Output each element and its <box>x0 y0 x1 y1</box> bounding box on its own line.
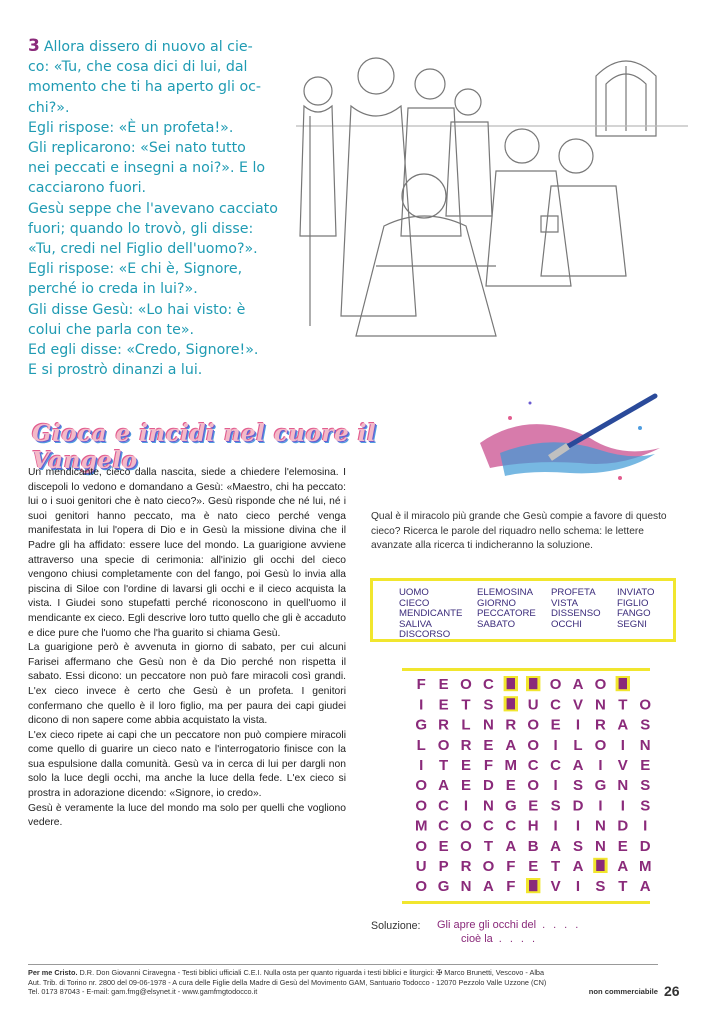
solution-blanks: .... <box>498 933 544 945</box>
grid-letter: T <box>439 757 449 774</box>
word-column <box>551 588 601 630</box>
grid-letter: F <box>506 858 516 875</box>
word-column <box>617 588 655 630</box>
grid-letter: E <box>550 716 561 734</box>
word-item: FIGLIO <box>617 597 649 609</box>
grid-letter: A <box>572 858 584 875</box>
puzzle-question: Qual è il miracolo più grande che Gesù compie a favore di questo cieco? Ricerca le parole del riquadro nello schema: le lettere avanzate alla ricerca ti indicheranno la soluzione. <box>371 511 667 552</box>
gospel-passage <box>28 36 290 380</box>
grid-letter: G <box>415 716 428 734</box>
footer-line: D.R. Don Giovanni Ciravegna - Testi biblici ufficiali C.E.I. Nulla osta per quanto riguarda i testi biblici e liturgici: ✠ Marco Brunetti, Vescovo - Alba <box>77 968 545 977</box>
grid-letter: C <box>438 817 450 835</box>
grid-letter: O <box>460 837 472 855</box>
grid-letter: A <box>438 777 450 795</box>
word-item: DISSENSO <box>551 608 601 620</box>
grid-letter: B <box>527 837 539 855</box>
grid-letter: E <box>483 736 494 754</box>
footer-credits <box>28 964 658 997</box>
grid-letter: O <box>527 716 540 734</box>
footer-line: Tel. 0173 87043 - E-mail: gam.fmg@elsynet.it - www.gamfmgtodocco.it <box>28 987 258 997</box>
grid-letter: A <box>572 676 584 694</box>
grid-letter: L <box>573 736 583 754</box>
grid-letter: E <box>617 837 628 855</box>
grid-letter: N <box>482 716 494 734</box>
commentary-paragraph: L'ex cieco ripete ai capi che un peccatore non può compiere miracoli come quello di guarire un cieco nato e l'interrogatorio finisce con la sua espulsione dalla comunità. Gesù va in cerca di lui per dargli non solo la luce degli occhi, ma anche la luce della fede. L'ex cieco si prostra in adorazione dicendo: «Signore, io credo». <box>28 729 346 800</box>
grid-letter: L <box>416 736 426 754</box>
grid-letter: S <box>483 696 494 714</box>
commentary-paragraph: Gesù è veramente la luce del mondo ma solo per quelli che vogliono vedere. <box>28 802 346 829</box>
blank-letter <box>507 678 515 689</box>
gospel-line: fuori; quando lo trovò, gli disse: <box>28 220 254 237</box>
word-item: FANGO <box>617 608 651 620</box>
word-search-letters <box>402 671 650 895</box>
coloring-illustration <box>296 36 688 342</box>
grid-letter: D <box>482 777 494 795</box>
non-commercial-note: non commerciabile <box>588 987 658 996</box>
word-item: SABATO <box>477 618 516 630</box>
passage-number: 3 <box>28 36 40 56</box>
grid-letter: V <box>550 878 561 896</box>
grid-letter: S <box>595 878 606 896</box>
grid-letter: I <box>553 736 558 754</box>
solution-text <box>437 918 586 946</box>
grid-letter: E <box>438 676 449 694</box>
word-item: PECCATORE <box>477 608 536 620</box>
grid-letter: I <box>419 696 424 714</box>
grid-letter: E <box>505 777 516 795</box>
grid-letter: S <box>640 797 651 815</box>
grid-letter: R <box>460 858 472 875</box>
word-item: GIORNO <box>477 597 516 609</box>
grid-letter: C <box>482 676 494 694</box>
grid-letter: O <box>527 777 540 795</box>
grid-letter: N <box>617 777 629 795</box>
grid-letter: F <box>483 757 493 774</box>
grid-letter: S <box>640 716 651 734</box>
gospel-line: colui che parla con te». <box>28 321 195 338</box>
grid-letter: C <box>527 757 539 774</box>
gospel-line: Gli disse Gesù: «Lo hai visto: è <box>28 301 246 318</box>
grid-letter: I <box>598 757 603 774</box>
grid-letter: I <box>598 797 603 815</box>
grid-letter: R <box>438 716 450 734</box>
paintbrush-icon <box>470 388 670 488</box>
grid-letter: H <box>527 817 539 835</box>
gospel-line: Gesù seppe che l'avevano cacciato <box>28 200 278 217</box>
blank-letter <box>596 860 604 871</box>
grid-letter: I <box>575 817 581 835</box>
grid-letter: E <box>528 797 539 815</box>
grid-letter: N <box>460 878 472 896</box>
grid-letter: E <box>460 757 472 774</box>
gospel-line: Gli replicarono: «Sei nato tutto <box>28 140 246 157</box>
grid-letter: T <box>483 837 493 855</box>
word-column <box>399 588 462 641</box>
blank-letter <box>619 678 627 689</box>
grid-letter: R <box>594 716 606 734</box>
grid-letter: I <box>463 797 469 815</box>
gospel-line: Ed egli disse: «Credo, Signore!». <box>28 342 259 359</box>
gospel-line: nei peccati e insegni a noi?». E lo <box>28 160 266 177</box>
grid-letter: A <box>617 716 629 734</box>
grid-letter: O <box>415 878 428 896</box>
grid-letter: A <box>505 837 517 855</box>
blank-letter <box>529 880 537 891</box>
word-item: MENDICANTE <box>399 608 463 620</box>
grid-letter: F <box>506 878 516 896</box>
grid-letter: M <box>414 817 428 835</box>
grid-letter: E <box>438 696 449 714</box>
grid-letter: N <box>482 797 494 815</box>
word-item: DISCORSO <box>399 629 451 641</box>
blank-letter <box>529 678 537 689</box>
grid-letter: N <box>639 736 651 754</box>
grid-letter: S <box>550 797 561 815</box>
grid-letter: O <box>460 817 472 835</box>
grid-letter: T <box>461 696 471 714</box>
grid-letter: A <box>639 878 651 896</box>
grid-letter: U <box>527 696 539 714</box>
gospel-line: momento che ti ha aperto gli oc- <box>28 79 262 96</box>
grid-letter: V <box>617 757 628 774</box>
word-item: OCCHI <box>551 618 582 630</box>
word-list-box <box>370 578 676 642</box>
gospel-line: Egli rispose: «E chi è, Signore, <box>28 261 243 278</box>
gospel-line: Allora dissero di nuovo al cie- <box>43 39 253 55</box>
page-number: 26 <box>664 983 680 999</box>
solution-label: Soluzione: <box>371 920 421 932</box>
grid-letter: L <box>461 716 471 734</box>
grid-letter: I <box>620 797 625 815</box>
grid-letter: P <box>438 858 449 875</box>
grid-letter: E <box>640 757 651 774</box>
grid-letter: O <box>482 858 495 875</box>
grid-letter: U <box>415 858 427 875</box>
grid-letter: A <box>617 858 629 875</box>
grid-letter: T <box>618 878 628 896</box>
grid-letter: A <box>550 837 562 855</box>
grid-letter: S <box>640 777 651 795</box>
grid-letter: I <box>620 736 625 754</box>
section-title: Gioca e incidi nel cuore il Vangelo <box>32 420 377 474</box>
blank-letter <box>507 698 515 709</box>
grid-letter: T <box>551 858 561 875</box>
word-item: PROFETA <box>551 587 596 598</box>
commentary-paragraph: La guarigione però è avvenuta in giorno di sabato, per cui alcuni Farisei affermano che Gesù non è da Dio perché non rispetta il sabato. Essi dicono: un peccatore non può fare miracoli così grandi. L'ex cieco invece è certo che Gesù è un profeta. I genitori confermano che quello è il loro figlio, ma per paura dei capi giudei dicono di non sapere come abbia acquistato la vista. <box>28 642 346 727</box>
grid-letter: I <box>553 817 558 835</box>
grid-letter: G <box>504 797 517 815</box>
grid-letter: I <box>643 817 648 835</box>
grid-letter: R <box>505 716 517 734</box>
gospel-line: «Tu, credi nel Figlio dell'uomo?». <box>28 241 258 258</box>
grid-letter: C <box>505 817 517 835</box>
word-column <box>477 588 536 630</box>
grid-letter: E <box>528 858 539 875</box>
grid-letter: G <box>594 777 607 795</box>
footer-line: Aut. Trib. di Torino nr. 2800 del 09-06-1978 - A cura delle Figlie della Madre di Gesù del Movimento GAM, Santuario Todocco - 12070 Pezzolo Valle Uzzone (CN) <box>28 977 547 987</box>
word-item: UOMO <box>399 587 429 598</box>
grid-letter: O <box>415 777 428 795</box>
grid-letter: N <box>594 696 606 714</box>
grid-letter: O <box>594 676 607 694</box>
grid-letter: I <box>553 777 558 795</box>
word-search-grid <box>402 668 650 904</box>
grid-letter: S <box>572 777 584 795</box>
grid-letter: A <box>505 736 517 754</box>
grid-letter: D <box>572 797 584 815</box>
grid-letter: E <box>460 777 472 795</box>
gospel-line: co: «Tu, che cosa dici di lui, dal <box>28 59 248 76</box>
grid-letter: C <box>482 817 494 835</box>
grid-letter: I <box>575 716 581 734</box>
grid-letter: O <box>594 736 607 754</box>
commentary-paragraph: Un mendicante, cieco dalla nascita, siede a chiedere l'elemosina. I discepoli lo vedono e domandano a Gesù: «Maestro, chi ha peccato: lui o i suoi genitori che è nato cieco?». Gesù risponde che né lui, né i suoi genitori hanno peccato, ma è nato cieco perché venga manifestata in lui l'opera di Dio e in Gesù la missione divina che il Padre gli ha affidato: essere luce del mondo. La guarigione avviene attraverso una specie di cerimonia: all'inizio gli occhi del cieco vengono chiusi completamente con del fango, poi Gesù lo invia alla piscina di Siloe con l'ordine di lavarsi gli occhi e il cieco acquista la vista. I Giudei sono stupefatti perché riconoscono in quell'uomo il mendicante ex cieco. Egli descrive loro tutto quello che gli è accaduto e dice pure che l'uomo che l'ha guarito si chiama Gesù. <box>28 467 346 639</box>
word-item: VISTA <box>551 597 579 609</box>
grid-letter: S <box>572 837 584 855</box>
gospel-line: perché io creda in lui?». <box>28 281 198 298</box>
commentary <box>28 466 346 831</box>
grid-letter: N <box>594 817 606 835</box>
grid-letter: D <box>617 817 629 835</box>
word-item: SALIVA <box>399 618 432 630</box>
solution-blanks: .... <box>542 919 587 931</box>
grid-letter: F <box>416 676 426 694</box>
grid-letter: O <box>437 736 450 754</box>
word-item: SEGNI <box>617 618 647 630</box>
solution-line-2: cioè la <box>461 933 493 945</box>
grid-letter: C <box>550 696 562 714</box>
word-item: INVIATO <box>617 587 655 598</box>
gospel-line: cacciarono fuori. <box>28 180 147 197</box>
grid-letter: T <box>618 696 628 714</box>
grid-letter: V <box>572 696 584 714</box>
grid-letter: O <box>415 837 428 855</box>
gospel-line: Egli rispose: «È un profeta!». <box>28 119 234 136</box>
grid-letter: I <box>575 878 581 896</box>
grid-letter: I <box>419 757 424 774</box>
grid-letter: C <box>438 797 450 815</box>
grid-letter: E <box>438 837 449 855</box>
grid-letter: C <box>550 757 562 774</box>
word-item: ELEMOSINA <box>477 587 533 598</box>
grid-letter: M <box>504 757 518 774</box>
grid-letter: N <box>594 837 606 855</box>
grid-letter: D <box>639 837 651 855</box>
grid-letter: A <box>482 878 494 896</box>
grid-letter: M <box>638 858 652 875</box>
grid-letter: O <box>527 736 540 754</box>
grid-letter: G <box>437 878 450 896</box>
gospel-line: chi?». <box>28 99 70 116</box>
grid-letter: R <box>460 736 472 754</box>
grid-letter: A <box>572 757 584 774</box>
footer-publication: Per me Cristo. <box>28 968 78 977</box>
grid-letter: O <box>415 797 428 815</box>
gospel-line: E si prostrò dinanzi a lui. <box>28 362 203 379</box>
word-item: CIECO <box>399 597 430 609</box>
grid-letter: O <box>549 676 562 694</box>
grid-letter: O <box>639 696 652 714</box>
solution-line-1: Gli apre gli occhi del <box>437 919 537 931</box>
grid-letter: O <box>460 676 472 694</box>
